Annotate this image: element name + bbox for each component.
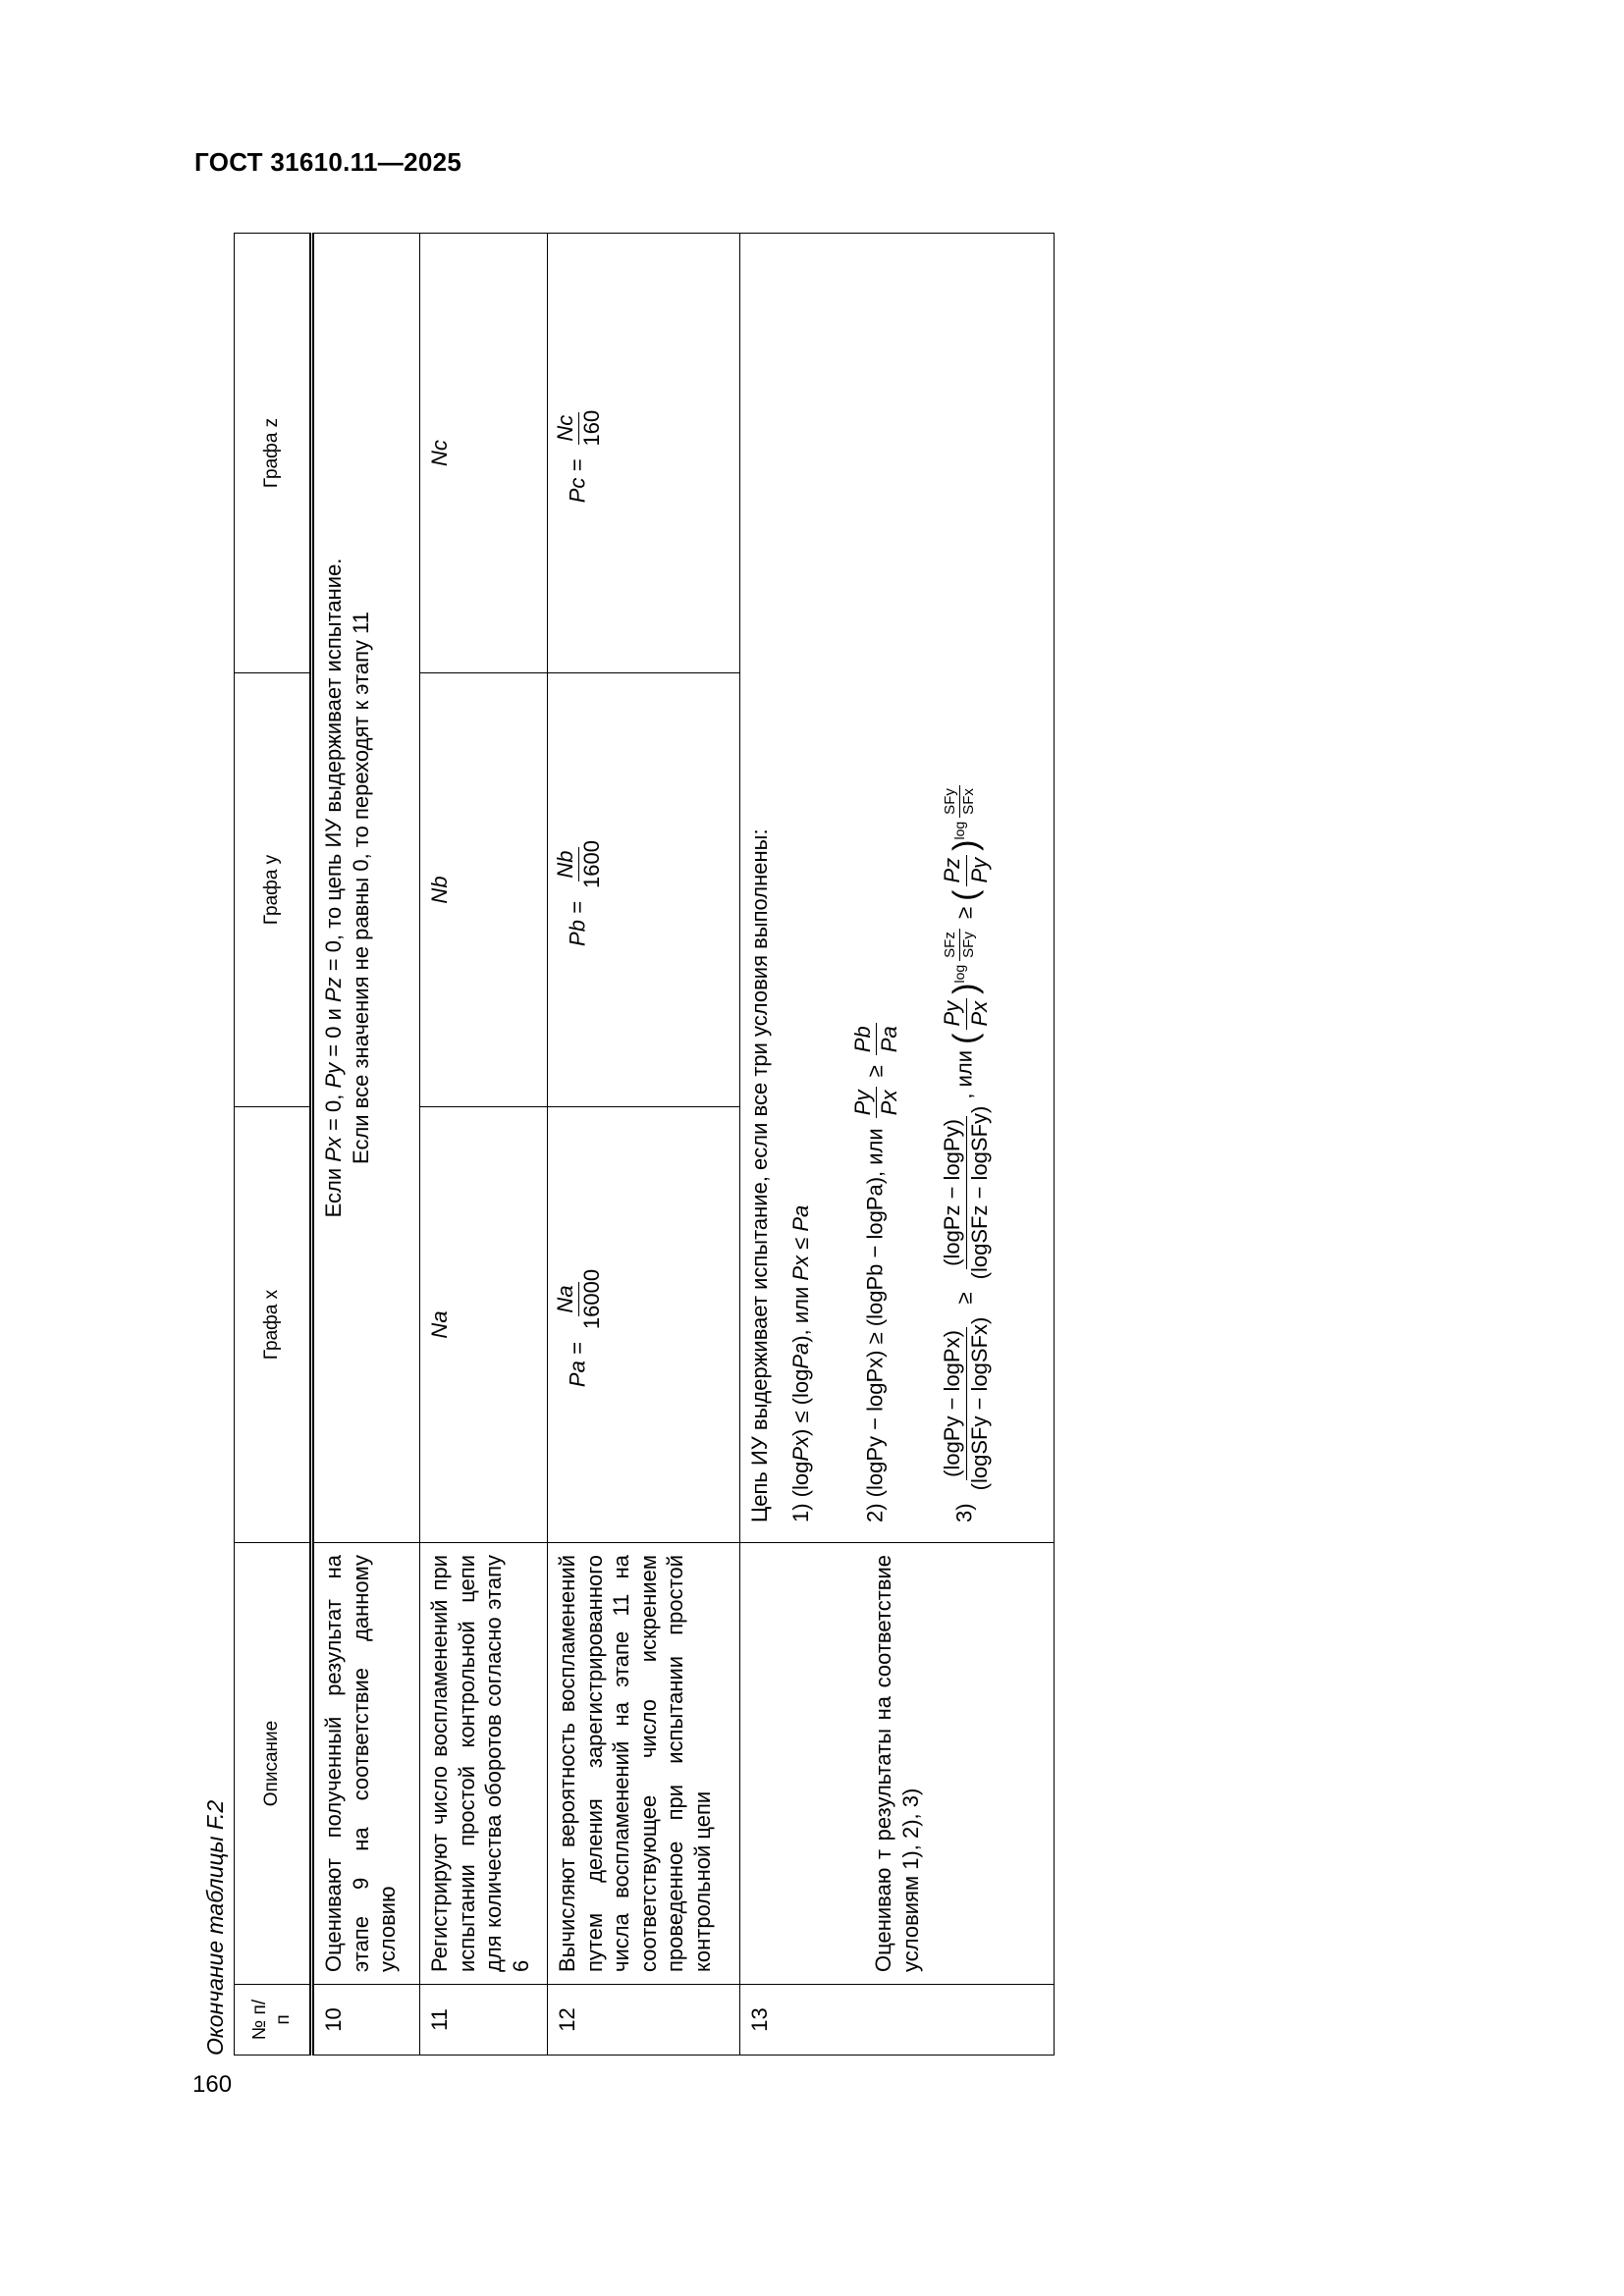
row-number: 10 bbox=[312, 1985, 420, 2056]
row-10-line-1: Если Px = 0, Py = 0 и Pz = 0, то цепь ИУ выдерживает испытание. bbox=[321, 558, 346, 1218]
condition-2: 2) (logPy − logPx) ≥ (logPb − logPa), или Py Px ≥ Pb Pa bbox=[851, 245, 901, 1522]
row-number: 13 bbox=[740, 1985, 1055, 2056]
rotated-table-region bbox=[194, 234, 1062, 2056]
cell-na: Na bbox=[420, 1107, 548, 1543]
fraction: Py Px bbox=[851, 1088, 901, 1119]
formula-pa: Pa = Na 16000 bbox=[548, 1107, 740, 1543]
exponent: log SFy SFx bbox=[951, 781, 967, 839]
table-header-row bbox=[235, 234, 312, 2056]
fraction: (logPy − logPx) (logSFy − logSFx) bbox=[940, 1316, 992, 1491]
row-description: Оценивают полученный результат на этапе 9 на соответствие данному условию bbox=[312, 1543, 420, 1985]
page-number: 160 bbox=[192, 2071, 233, 2098]
table-row-12 bbox=[548, 234, 740, 2056]
row-number: 12 bbox=[548, 1985, 740, 2056]
col-header-y: Графа y bbox=[235, 673, 312, 1107]
conditions-intro: Цепь ИУ выдерживает испытание, если все три условия выполнены: bbox=[747, 828, 772, 1522]
fraction: (logPz − logPy) (logSFz − logSFy) bbox=[940, 1105, 992, 1280]
col-header-x: Графа x bbox=[235, 1107, 312, 1543]
document-header: ГОСТ 31610.11—2025 bbox=[194, 147, 462, 177]
table-caption: Окончание таблицы F.2 bbox=[202, 1799, 228, 2056]
table-row-11 bbox=[420, 234, 548, 2056]
row-10-line-2: Если все значения не равны 0, то переходят к этапу 11 bbox=[348, 612, 373, 1164]
condition-3: 3) (logPy − logPx) (logSFy − logSFx) ≥ (logPz − logPy) (logSFz − logSFy) , или ( Py Px )$^{log SFz SFy}$ ≥ ( Pz Py )$^{log SFy SFx}$ bbox=[941, 245, 991, 1522]
row-description: Оцениваю т результаты на соответствие условиям 1), 2), 3) bbox=[740, 1543, 1055, 1985]
row-number: 11 bbox=[420, 1985, 548, 2056]
col-header-desc: Описание bbox=[235, 1543, 312, 1985]
fraction: Py Px bbox=[941, 998, 991, 1030]
row-description: Вычисляют вероятность воспламенений путем деления зарегистрированного числа воспламенений на этапе 11 на соответствующее число искрением проведенное при испытании простой контрольной цепи bbox=[548, 1543, 740, 1985]
row-description: Регистрируют число воспламенений при испытании простой контрольной цепи для количества оборотов согласно этапу 6 bbox=[420, 1543, 548, 1985]
fraction: Pb Pa bbox=[851, 1023, 901, 1055]
formula-pb: Pb = Nb 1600 bbox=[548, 673, 740, 1107]
table-f2 bbox=[234, 233, 1055, 2056]
condition-1: 1) (logPx) ≤ (logPa), или Px ≤ Pa bbox=[787, 1204, 813, 1522]
fraction: Nc 160 bbox=[553, 409, 605, 447]
formula-pc: Pc = Nc 160 bbox=[548, 234, 740, 673]
col-header-num: № п/п bbox=[235, 1985, 312, 2056]
fraction: Pz Py bbox=[941, 855, 991, 886]
cell-nb: Nb bbox=[420, 673, 548, 1107]
exponent: log SFz SFy bbox=[951, 925, 967, 983]
col-header-z: Графа z bbox=[235, 234, 312, 673]
table-row-13 bbox=[740, 234, 1055, 2056]
table-row-10 bbox=[312, 234, 420, 2056]
row-10-merged-cell bbox=[312, 234, 420, 1543]
row-13-conditions bbox=[740, 234, 1055, 1543]
fraction: Nb 1600 bbox=[553, 840, 605, 888]
fraction: Na 16000 bbox=[553, 1268, 605, 1330]
cell-nc: Nc bbox=[420, 234, 548, 673]
